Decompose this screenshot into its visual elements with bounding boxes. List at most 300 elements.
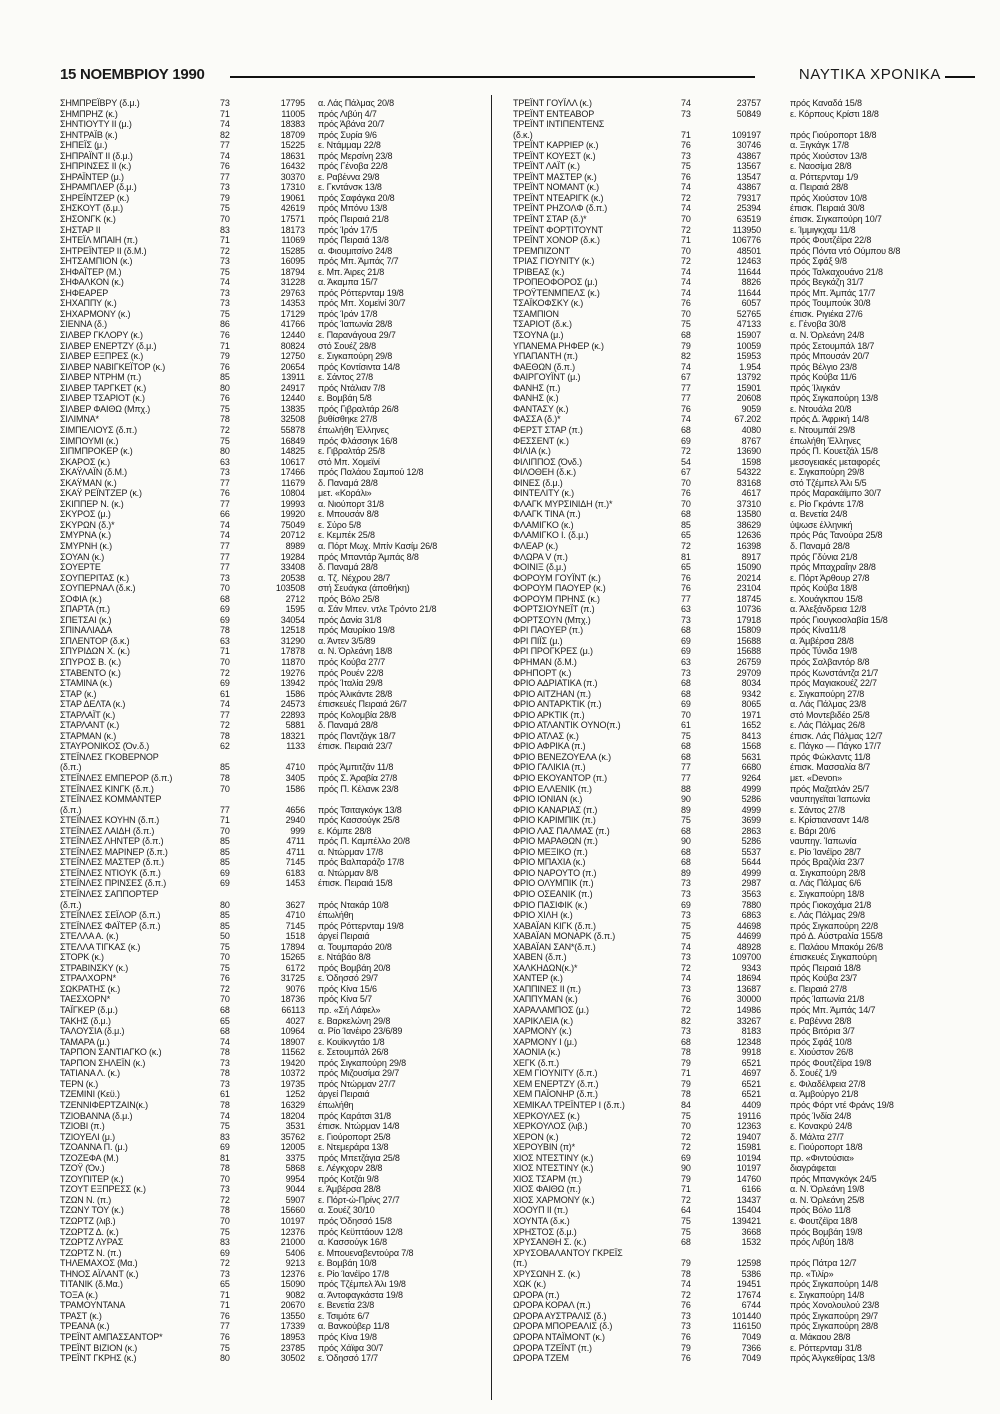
ship-row	[60, 288, 462, 299]
right-ship-column	[513, 98, 927, 1364]
ship-status: ε. Ντουάλα 20/8	[790, 403, 852, 414]
tonnage: 15225	[280, 140, 305, 151]
ship-name: ΦΡΙΟ ΧΙΛΗ (κ.)	[513, 910, 573, 921]
ship-name: ΣΗΣΟΝΓΚ (κ.)	[60, 214, 116, 225]
ship-status: ε. Ρόττερνταμ 31/8	[790, 1342, 862, 1353]
ship-status: πρός Ρόττερνταμ 19/8	[318, 287, 404, 298]
build-year: 73	[220, 98, 230, 108]
build-year: 85	[220, 857, 230, 868]
ship-row	[513, 182, 927, 193]
ship-name: ΦΡΙΟ ΜΕΞΙΚΟ (π.)	[513, 846, 588, 857]
build-year: 74	[681, 973, 691, 984]
ship-name: ΧΑΝΤΕΡ (κ.)	[513, 973, 563, 984]
tonnage: 1598	[741, 456, 761, 467]
left-ship-column	[60, 98, 462, 1364]
build-year: 84	[681, 1099, 691, 1110]
ship-status: ε. Μπουεναβεντούρα 7/8	[318, 1247, 414, 1258]
tonnage: 1971	[741, 709, 761, 720]
ship-name: ΤΡΙΑΣ ΓΙΟΥΝΙΤΥ (κ.)	[513, 256, 595, 267]
ship-row	[60, 341, 462, 352]
ship-row	[60, 1332, 462, 1343]
ship-row	[60, 98, 462, 109]
ship-name: ΣΤΑΡΛΑΪΤ (κ.)	[60, 709, 116, 720]
build-year: 76	[681, 1300, 691, 1311]
build-year: 65	[220, 1279, 230, 1290]
ship-row	[513, 552, 927, 563]
ship-status: ε. Πειραιά 27/8	[790, 983, 847, 994]
ship-row	[60, 878, 462, 889]
ship-name: ΣΤΟΡΚ (κ.)	[60, 952, 104, 963]
tonnage: 13835	[280, 403, 305, 414]
ship-status: ε. Σάντος 27/8	[318, 372, 373, 383]
ship-status: πρ. «Σή Λάφελ»	[318, 1005, 381, 1016]
tonnage: 43867	[736, 150, 761, 161]
tonnage: 1518	[285, 931, 305, 942]
build-year: 72	[681, 224, 691, 235]
ship-row	[513, 815, 927, 826]
ship-status: πρός Κίνα 5/7	[318, 994, 372, 1005]
build-year: 72	[681, 1289, 691, 1300]
ship-row	[60, 994, 462, 1005]
ship-status: πρό Δ. Αύστραλία 155/8	[790, 931, 883, 942]
tonnage: 50849	[736, 108, 761, 119]
ship-row	[60, 984, 462, 995]
ship-status: πρός Ίνδία 24/8	[790, 1110, 852, 1121]
ship-name: ΦΙΛΟΘΕΗ (δ.κ.)	[513, 467, 576, 478]
build-year: 74	[681, 266, 691, 277]
ship-row	[513, 330, 927, 341]
tonnage: 18204	[280, 1110, 305, 1121]
ship-row	[513, 1132, 927, 1143]
ship-row	[60, 900, 462, 911]
build-year: 72	[220, 720, 230, 731]
ship-row	[513, 246, 927, 257]
ship-row	[513, 193, 927, 204]
ship-name: ΣΗΝΤΙΟΥΤΥ ΙΙ (μ.)	[60, 119, 132, 130]
ship-row	[60, 973, 462, 984]
ship-status: πρ. «Φιντούσια»	[790, 1152, 854, 1163]
ship-name: ΣΤΕΪΝΛΕΣ ΛΑΙΔΗ (δ.π.)	[60, 825, 155, 836]
tonnage: 17674	[736, 1289, 761, 1300]
build-year: 67	[681, 467, 691, 478]
build-year: 76	[220, 361, 230, 372]
tonnage: 8767	[741, 435, 761, 446]
ship-status: πρός Μπ. Άμπάς 17/7	[790, 287, 876, 298]
tonnage: 11679	[281, 477, 305, 488]
ship-status: πρός Ράς Τανούρα 25/8	[790, 530, 883, 541]
ship-name: ΤΖΕΜΙΝΙ (Κεϋ.)	[60, 1089, 120, 1100]
ship-row	[513, 151, 927, 162]
ship-status: α. Πόρτ Μωχ. Μπίν Κασίμ 26/8	[318, 540, 438, 551]
tonnage: 6166	[741, 1184, 761, 1195]
ship-name: ΦΙΛΙΑ (κ.)	[513, 446, 551, 457]
tonnage: 18173	[280, 224, 305, 235]
tonnage: 11644	[737, 266, 761, 277]
tonnage: 1595	[285, 604, 305, 615]
tonnage: 5386	[741, 1268, 761, 1279]
ship-status: α. Ντώρμαν 17/8	[318, 846, 383, 857]
build-year: 72	[220, 1258, 230, 1269]
build-year: 73	[220, 287, 230, 298]
build-year: 78	[220, 414, 230, 425]
ship-status: έπωλήθη Έλληνες	[318, 424, 389, 435]
ship-name: ΣΙΛΒΕΡ ΕΞΠΡΕΣ (κ.)	[60, 351, 144, 362]
ship-name: ΤΡΟΠΕΟΦΟΡΟΣ (μ.)	[513, 277, 598, 288]
ship-name: ΦΡΙΟ ΛΑΣ ΠΑΛΜΑΣ (π.)	[513, 825, 610, 836]
build-year: 68	[681, 846, 691, 857]
ship-status: ε. Παρανάγουα 29/7	[318, 330, 396, 341]
ship-name: ΧΙΟΣ ΧΑΡΜΟΝΥ (κ.)	[513, 1194, 595, 1205]
build-year: 78	[220, 773, 230, 783]
tonnage: 9343	[741, 962, 761, 973]
ship-status: πρός Άλγκεθίρας 13/8	[790, 1353, 875, 1364]
ship-row	[513, 741, 927, 752]
ship-row	[60, 805, 462, 816]
build-year: 77	[681, 762, 691, 773]
build-year: 77	[220, 1321, 230, 1332]
ship-row	[513, 900, 927, 911]
build-year: 68	[681, 424, 691, 435]
ship-name: ΣΤΑΡΛΑΝΤ (κ.)	[60, 720, 120, 731]
build-year: 73	[220, 1078, 230, 1089]
ship-row	[513, 1184, 927, 1195]
ship-status: α. Άντεν 3/5/89	[318, 635, 376, 646]
ship-status: ε. Άμβέρσα 28/8	[318, 1184, 381, 1195]
build-year: 75	[220, 962, 230, 973]
ship-name: ΣΙΛΒΕΡ ΝΑΒΙΓΚΕΪΤΟΡ (κ.)	[60, 361, 166, 372]
ship-status: ε. Χιούστον 26/8	[790, 1047, 854, 1058]
ship-row	[513, 1237, 927, 1248]
ship-status: ε. Σιγκαπούρη 29/8	[790, 467, 865, 478]
build-year: 61	[220, 688, 230, 699]
ship-name: ΦΛΑΓΚ ΤΙΝΑ (π.)	[513, 509, 581, 520]
ship-name: ΥΠΑΝΕΜΑ ΡΗΦΕΡ (κ.)	[513, 340, 604, 351]
build-year: 68	[681, 330, 691, 341]
tonnage: 4999	[741, 867, 761, 878]
ship-name: ΧΑΡΙΚΛΕΙΑ (κ.)	[513, 1015, 573, 1026]
ship-row	[60, 773, 462, 784]
ship-status: πρός Κούβα 27/7	[318, 656, 386, 667]
build-year: 77	[681, 593, 691, 604]
ship-row	[60, 836, 462, 847]
tonnage: 5537	[741, 846, 761, 857]
ship-name: ΣΗΧΑΠΠΥ (κ.)	[60, 298, 117, 309]
ship-name: ΦΕΣΣΕΝΤ (κ.)	[513, 435, 569, 446]
ship-status: μετ. «Devon»	[790, 773, 842, 783]
tonnage: 14760	[736, 1173, 761, 1184]
build-year: 68	[220, 1005, 230, 1016]
ship-status: α. Άντοφαγκάστα 19/8	[318, 1289, 403, 1300]
build-year: 74	[220, 277, 230, 288]
ship-name: ΧΡΗΣΤΟΣ (δ.μ.)	[513, 1226, 577, 1237]
ship-name: ΦΟΡΟΥΜ ΠΡΗΝΣ (κ.)	[513, 593, 600, 604]
build-year: 68	[681, 741, 691, 752]
ship-row	[60, 573, 462, 584]
build-year: 63	[220, 635, 230, 646]
ship-status: πρός Φλάσσιγκ 16/8	[318, 435, 398, 446]
ship-status: α. Πειραιά 28/8	[790, 182, 849, 193]
ship-name: ΣΙΠΜΠΡΟΚΕΡ (κ.)	[60, 446, 133, 457]
build-year: 69	[220, 678, 230, 689]
tonnage: 30746	[736, 140, 761, 151]
tonnage: 10372	[280, 1068, 305, 1079]
build-year: 75	[681, 161, 691, 172]
ship-name: ΤΡΕΪΝΤ ΝΤΕΑΡΙΓΚ (κ.)	[513, 192, 604, 203]
ship-row	[513, 657, 927, 668]
ship-status: άργεί Πειραιά	[318, 931, 370, 942]
ship-row	[513, 341, 927, 352]
build-year: 74	[681, 414, 691, 425]
ship-status: α. Ν. Όρλεάνη 18/8	[318, 646, 393, 657]
ship-name: ΥΠΑΠΑΝΤΗ (π.)	[513, 351, 578, 362]
tonnage: 1133	[286, 741, 305, 752]
ship-name: ΣΗΠΡΙΝΣΕΣ ΙΙ (κ.)	[60, 161, 132, 172]
ship-row	[513, 1016, 927, 1027]
ship-name: ΦΑΝΗΣ (κ.)	[513, 393, 559, 404]
build-year: 75	[681, 920, 691, 931]
ship-row	[513, 1058, 927, 1069]
ship-row	[60, 678, 462, 689]
ship-row	[60, 604, 462, 615]
ship-row	[513, 372, 927, 383]
ship-status: πρός Π. Κουετζάλ 15/8	[790, 446, 878, 457]
tonnage: 5907	[285, 1194, 305, 1205]
ship-row	[60, 330, 462, 341]
ship-row	[60, 594, 462, 605]
ship-status: πρός Τουμπούκ 30/8	[790, 298, 871, 309]
ship-status: πρός Χιούστον 10/8	[790, 192, 867, 203]
ship-name: ΣΗΡΑΜΠΛΕΡ (δ.μ.)	[60, 182, 137, 193]
build-year: 70	[220, 1173, 230, 1184]
ship-name: ΣΤΑΡ ΔΕΛΤΑ (κ.)	[60, 699, 126, 710]
build-year: 75	[681, 815, 691, 826]
ship-row	[60, 119, 462, 130]
ship-name: ΤΗΛΕΜΑΧΟΣ (Μα.)	[60, 1258, 138, 1269]
ship-name: ΧΑΟΝΙΑ (κ.)	[513, 1047, 561, 1058]
build-year: 83	[220, 224, 230, 235]
ship-row	[513, 520, 927, 531]
ship-name: ΤΣΑΡΙΟΤ (δ.κ.)	[513, 319, 572, 330]
ship-status: πρός Γιοκοχάμα 21/8	[790, 899, 872, 910]
ship-status: πρός Ταλκαχουάνο 21/8	[790, 266, 883, 277]
build-year: 79	[681, 1258, 691, 1269]
tonnage: 29763	[280, 287, 305, 298]
tonnage: 52765	[736, 308, 761, 319]
ship-name: ΦΙΛΙΠΠΟΣ (Όνδ.)	[513, 456, 582, 467]
tonnage: 21000	[280, 1237, 305, 1248]
ship-name: ΤΡΕΪΝΤ ΕΝΤΕΑΒΟΡ	[513, 108, 595, 119]
build-year: 85	[220, 846, 230, 857]
ship-row	[60, 161, 462, 172]
ship-name: ΣΚΑΫΜΑΝ (κ.)	[60, 477, 117, 488]
tonnage: 13942	[280, 678, 305, 689]
build-year: 70	[681, 245, 691, 256]
ship-status: πρός Μαγιακουέζ 22/7	[790, 678, 877, 689]
tonnage: 12348	[736, 1036, 761, 1047]
tonnage: 18321	[280, 730, 305, 741]
tonnage: 15688	[736, 635, 761, 646]
build-year: 69	[220, 1142, 230, 1153]
ship-row	[60, 583, 462, 594]
ship-status: ε. Ντάμμαμ 22/8	[318, 140, 381, 151]
ship-row	[60, 752, 462, 763]
ship-status: έπισκ. Μασσαλία 8/7	[790, 762, 871, 773]
ship-row	[513, 773, 927, 784]
build-year: 74	[681, 203, 691, 214]
tonnage: 30370	[280, 171, 305, 182]
ship-name: ΣΤΑΥΡΟΝΙΚΟΣ (Όν.δ.)	[60, 741, 150, 752]
ship-name: ΤΖΩΡΤΖ Ν. (π.)	[60, 1247, 122, 1258]
ship-row	[60, 657, 462, 668]
ship-name: ΣΤΑΡΜΑΝ (κ.)	[60, 730, 117, 741]
ship-name: ΣΟΥΠΕΡΙΤΑΣ (κ.)	[60, 572, 129, 583]
build-year: 77	[220, 540, 230, 551]
ship-name: ΣΗΤΡΕΪΝΤΕΡ ΙΙ (δ.Μ.)	[60, 245, 147, 256]
build-year: 76	[220, 1331, 230, 1342]
ship-status: ε. Γένοβα 30/8	[790, 319, 846, 330]
tonnage: 26759	[736, 656, 761, 667]
build-year: 76	[681, 488, 691, 499]
ship-row	[513, 604, 927, 615]
ship-name: ΤΖΕΝΝΙΦΕΡΤΖΑΙΝ(κ.)	[60, 1099, 148, 1110]
ship-status: έπωλήθη	[318, 910, 354, 921]
ship-status: πρός Π. Κέλανκ 23/8	[318, 783, 399, 794]
build-year: 73	[681, 150, 691, 161]
ship-status: ε. Σιγκαπούρη 29/8	[318, 351, 393, 362]
ship-row	[60, 857, 462, 868]
tonnage: 44699	[736, 931, 761, 942]
ship-status: πρός Μπόνυ 13/8	[318, 203, 388, 214]
ship-row	[60, 235, 462, 246]
build-year: 75	[681, 1110, 691, 1121]
ship-name: ΣΙΜΠΕΛΙΟΥΣ (δ.π.)	[60, 424, 138, 435]
tonnage: 5644	[741, 857, 761, 868]
tonnage: 7049	[741, 1353, 761, 1364]
build-year: 70	[681, 1121, 691, 1132]
ship-status: πρός Παντζάγκ 18/7	[318, 730, 396, 741]
tonnage: 15981	[736, 1142, 761, 1153]
tonnage: 17571	[280, 214, 305, 225]
ship-name: ΧΕΜ ΓΙΟΥΝΙΤΥ (δ.π.)	[513, 1068, 598, 1079]
ship-status: στό Μπ. Χομεϊνί	[318, 456, 380, 467]
ship-row	[60, 1205, 462, 1216]
build-year: 74	[681, 941, 691, 952]
build-year: 90	[681, 1163, 691, 1174]
build-year: 80	[220, 446, 230, 457]
tonnage: 7145	[285, 920, 305, 931]
ship-name: ΤΖΟΫ (Όν.)	[60, 1163, 105, 1174]
ship-row	[513, 689, 927, 700]
tonnage: 4999	[741, 783, 761, 794]
ship-row	[60, 499, 462, 510]
build-year: 80	[220, 899, 230, 910]
ship-status: ε. Γιούροπορτ 25/8	[318, 1131, 391, 1142]
tonnage: 12463	[736, 256, 761, 267]
ship-status: α. Σάν Μπεν. ντλε Τρόντο 21/8	[318, 604, 437, 615]
tonnage: 4027	[285, 1015, 305, 1026]
build-year: 77	[220, 709, 230, 720]
ship-status: πρός Κίνα 19/8	[318, 1331, 377, 1342]
ship-status: στή Σευάγκα (άποθήκη)	[318, 583, 410, 594]
ship-name: ΤΙΤΑΝΙΚ (δ.Μα.)	[60, 1279, 123, 1290]
ship-name: ΣΤΕΪΝΛΕΣ ΜΑΣΤΕΡ (δ.π.)	[60, 857, 164, 868]
ship-name: ΤΡΕΪΝΤ ΡΗΖΟΛΦ (δ.π.)	[513, 203, 608, 214]
ship-name: ΦΡΙΟ ΑΤΛΑΣ (κ.)	[513, 730, 579, 741]
ship-row	[513, 878, 927, 889]
build-year: 72	[681, 962, 691, 973]
build-year: 68	[220, 593, 230, 604]
ship-name: ΦΑΕΘΩΝ (δ.π.)	[513, 361, 575, 372]
ship-status: πρός Δ. Άφρική 14/8	[790, 414, 869, 425]
build-year: 90	[681, 836, 691, 847]
ship-name: ΤΕΡΝ (κ.)	[60, 1078, 99, 1089]
ship-status: πρός Κοντίσιντα 14/8	[318, 361, 400, 372]
ship-name: ΩΡΟΡΑ ΤΖΕΪΝΤ (π.)	[513, 1342, 592, 1353]
ship-status: πρός Λιβύη 4/7	[318, 108, 377, 119]
build-year: 74	[220, 1110, 230, 1121]
tonnage: 9082	[285, 1289, 305, 1300]
ship-status: ε. Κεμπέκ 25/8	[318, 530, 375, 541]
ship-row	[513, 847, 927, 858]
tonnage: 12363	[736, 1121, 761, 1132]
header-rule-right	[945, 76, 975, 78]
ship-row	[60, 414, 462, 425]
ship-row	[513, 625, 927, 636]
ship-row	[60, 193, 462, 204]
ship-status: πρός Σιγκαπούρη 14/8	[790, 1279, 878, 1290]
ship-name: ΤΖΙΟΒΙ (π.)	[60, 1121, 105, 1132]
ship-name: ΦΟΡΤΣΙΟΥΝΕΪΤ (π.)	[513, 604, 595, 615]
tonnage: 42619	[280, 203, 305, 214]
tonnage: 15907	[736, 330, 761, 341]
tonnage: 1.954	[739, 361, 761, 372]
ship-row	[60, 784, 462, 795]
ship-status: έπισκευές Σιγκαπούρη	[790, 952, 877, 963]
build-year: 73	[681, 614, 691, 625]
ship-name: ΣΤΕΪΝΛΕΣ ΦΑΪΤΕΡ (δ.π.)	[60, 920, 161, 931]
ship-status: έπισκ. Σιγκαπούρη 10/7	[790, 214, 882, 225]
ship-name: ΣΠΙΝΑΛΙΑΔΑ	[60, 625, 113, 636]
build-year: 70	[681, 477, 691, 488]
build-year: 85	[681, 519, 691, 530]
tonnage: 18745	[736, 593, 761, 604]
ship-row	[513, 615, 927, 626]
ship-name: ΣΚΑΫ ΡΕΪΝΤΖΕΡ (κ.)	[60, 488, 142, 499]
ship-status: α. Τζ. Νέχρου 28/7	[318, 572, 391, 583]
build-year: 79	[681, 1342, 691, 1353]
ship-name: ΦΛΕΑΡ (κ.)	[513, 540, 559, 551]
build-year: 75	[681, 931, 691, 942]
ship-row	[60, 351, 462, 362]
ship-status: α. Λάς Πάλμας 20/8	[318, 98, 395, 108]
ship-row	[60, 1184, 462, 1195]
ship-row	[60, 1016, 462, 1027]
ship-status: πρός Μαυρίκιο 19/8	[318, 625, 395, 636]
ship-name: ΩΡΟΡΑ ΤΖΕΜ	[513, 1353, 569, 1364]
ship-row	[513, 298, 927, 309]
ship-name: ΣΙΛΒΕΡ ΤΑΡΓΚΕΤ (κ.)	[60, 382, 147, 393]
build-year: 68	[220, 1026, 230, 1037]
tonnage: 14353	[280, 298, 305, 309]
tonnage: 4711	[286, 846, 305, 857]
ship-status: πρός Κεϋπτάουν 12/8	[318, 1226, 403, 1237]
ship-row	[60, 383, 462, 394]
build-year: 76	[220, 488, 230, 499]
ship-name: ΦΡΙΟ ΑΙΤΖΗΑΝ (π.)	[513, 688, 591, 699]
ship-row	[513, 509, 927, 520]
ship-name: ΦΡΙΟ ΟΣΕΑΝΙΚ (π.)	[513, 889, 593, 900]
tonnage: 18631	[280, 150, 305, 161]
